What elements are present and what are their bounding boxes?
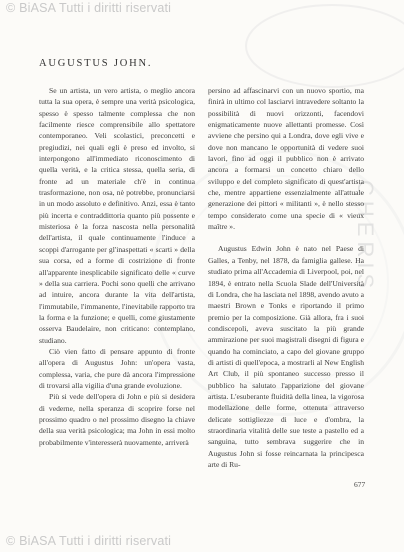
copyright-watermark-bottom: © BiASA Tutti i diritti riservati — [6, 534, 172, 548]
paragraph: Augustus Edwin John è nato nel Paese di Galles, a Tenby, nel 1878, da famiglia gallese. Ha studiato prima all'Accademia di Liverpool, poi, nel 1894, è entrato nella Scuola Slade dell'Università di Londra, che ha lasciata nel 1898, avendo avuto a maestri Brown e Tonks e riportando il primo premio per la composizione. Già allora, fra i suoi condiscepoli, aveva suscitato la più grande ammirazione per suoi magistrali disegni di figura e quando ha cominciato, a capo del giovane gruppo di artisti di quell'epoca, a mostrarli al New English Art Club, il più spontaneo successo presso il pubblico ha salutato l'apparizione del giovane artista. L'esuberante fluidità della linea, la vigorosa modellazione delle forme, ottenuta attraverso delicate sottigliezze di luce e d'ombra, la straordinaria vitalità delle sue teste a pastello ed a sanguina, tutto sembrava suggerire che in Augustus John si fosse reincarnata la principesca arte di Ru- — [208, 244, 364, 469]
paragraph: persino ad affascinarvi con un nuovo sportio, ma finirà in ultimo col lasciarvi intravedere soltanto la possibilità di nuovi orizzonti, facendovi enigmaticamente nuove allettanti promesse. Così avviene che persino qui a Londra, dove egli vive e dove non mancano le opportunità di vedere suoi lavori, fino ad oggi il pubblico non è arrivato ancora a formarsi un concetto chiaro dello sviluppo e del completo significato di quest'artista che, mentre appartiene essenzialmente all'attuale generazione dei pittori « militanti », è nello stesso tempo considerato come una specie di « vieux maître ». — [208, 86, 364, 232]
paragraph: Se un artista, un vero artista, o meglio ancora tutta la sua opera, è sempre una verità psicologica, spesso è spesso talmente complessa che non facilmente riesce comprensibile allo spettatore contemporaneo. Veli scolastici, preconcetti e pregiudizi, nei quali egli è preso ed involto, si interpongono all'immediato riconoscimento di quella verità, e la critica stessa, quella seria, di fronte ad un materiale ch'è in continua trasformazione, non osa, nè potrebbe, pronunciarsi in un modo assoluto e definitivo. Anzi, essa è tanto più incerta e contraddittoria quanto più possente e misteriosa è la forza nascosta nella personalità dell'artista, il quale continuamente l'induce a scoppi d'arrogante per gl'inaspettati « scarti » della sua corsa, ed a forme di costrizione di fronte all'apparente inesplicabile significato delle « curve » della sua carriera. Pochi sono quelli che arrivano ad intuire, ancora durante la vita dell'artista, l'immutabile, l'immanente, l'inevitabile rapporto tra la forma e la funzione; e quelli, come giustamente osserva Baudelaire, non criticano: contemplano, studiano. — [39, 86, 195, 345]
paragraph: Ciò vien fatto di pensare appunto di fronte all'opera di Augustus John: un'opera vasta, complessa, varia, che pure dà ancora l'impressione di trovarsi alla vigilia d'una grande evoluzione. — [39, 346, 195, 390]
paragraph: Più si vede dell'opera di John e più si desidera di vederne, nella speranza di scoprire forse nel prossimo quadro o nel prossimo disegno la chiave della sua verità psicologica; ma John in essi molto probabilmente v'interesserà nuovamente, arriverà — [39, 392, 195, 447]
text-column-left — [39, 85, 195, 448]
article-title: AUGUSTUS JOHN. — [39, 58, 153, 69]
text-column-right — [208, 85, 364, 470]
copyright-watermark-top: © BiASA Tutti i diritti riservati — [6, 1, 172, 15]
seal-watermark-text: CHERIS — [353, 180, 378, 294]
page-number: 677 — [354, 480, 366, 489]
library-seal-stamp — [245, 4, 404, 88]
